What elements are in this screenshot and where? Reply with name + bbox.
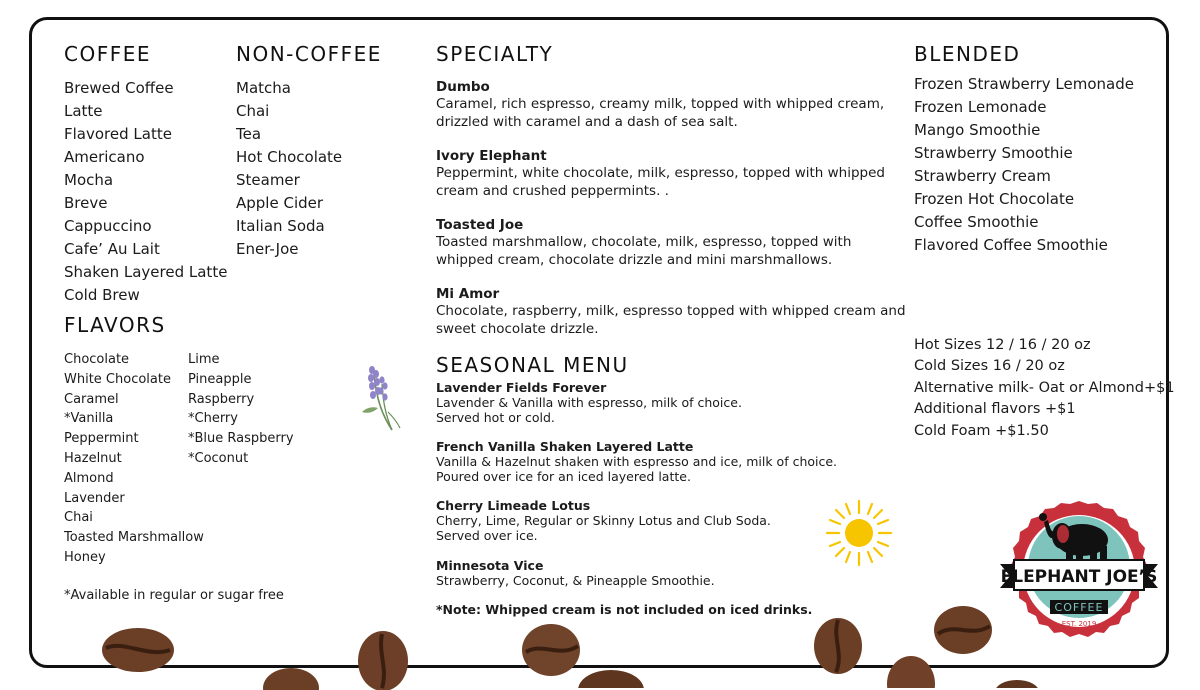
coffee-item: Cappuccino [64,217,152,235]
specialty-desc: Chocolate, raspberry, milk, espresso topped with whipped cream and sweet chocolate drizzle. [436,303,906,337]
flavor-item: Honey [64,549,106,565]
specialty-item [436,148,906,200]
flavor-item: Lavender [64,490,125,506]
blended-item: Frozen Strawberry Lemonade [914,75,1134,93]
specialty-name: Dumbo [436,79,490,95]
info-item: Hot Sizes 12 / 16 / 20 oz [914,337,1091,353]
seasonal-desc: Strawberry, Coconut, & Pineapple Smoothie. [436,573,715,588]
seasonal-desc: Poured over ice for an iced layered latte. [436,469,691,484]
flavors-list-1 [64,350,204,568]
flavor-item: Lime [188,352,220,367]
coffee-item: Americano [64,148,145,166]
coffee-bean-icon [812,616,864,676]
noncoffee-item: Italian Soda [236,217,325,235]
seasonal-desc: Cherry, Lime, Regular or Skinny Lotus and Club Soda. [436,513,771,528]
noncoffee-item: Hot Chocolate [236,148,343,166]
specialty-name: Mi Amor [436,286,500,302]
coffee-list [64,77,227,307]
noncoffee-item: Chai [236,102,270,120]
seasonal-item [436,380,906,425]
specialty-item [436,286,906,338]
flavor-item: Caramel [64,391,119,407]
coffee-bean-icon [262,664,320,690]
noncoffee-item: Ener-Joe [236,240,299,258]
coffee-item: Shaken Layered Latte [64,263,228,281]
seasonal-name: French Vanilla Shaken Layered Latte [436,439,694,454]
flavors-footnote: *Available in regular or sugar free [64,588,284,603]
blended-list [914,73,1134,257]
coffee-bean-icon [884,654,938,688]
flavor-item: *Coconut [188,450,249,466]
sun-icon [824,498,894,568]
noncoffee-heading: NON-COFFEE [236,42,382,66]
logo-name: ELEPHANT JOE’S [1000,567,1158,587]
specialty-desc: Toasted marshmallow, chocolate, milk, espresso, topped with whipped cream, chocolate drizzle and mini marshmallows. [436,234,852,268]
coffee-item: Flavored Latte [64,125,172,143]
coffee-bean-icon [100,624,176,676]
flavor-item: Toasted Marshmallow [64,530,204,546]
flavor-item: Hazelnut [64,450,122,466]
coffee-bean-icon [520,622,582,678]
seasonal-name: Lavender Fields Forever [436,380,607,395]
blended-item: Flavored Coffee Smoothie [914,236,1108,254]
coffee-bean-icon [994,678,1040,688]
flavor-item: *Vanilla [64,411,114,427]
info-item: Alternative milk- Oat or Almond+$1 [914,379,1175,396]
noncoffee-list [236,77,342,261]
flavor-item: White Chocolate [64,371,171,387]
coffee-item: Cafe’ Au Lait [64,240,160,258]
elephant-joes-logo [996,500,1162,646]
noncoffee-item: Apple Cider [236,194,324,212]
info-list [914,335,1175,442]
logo-est: EST. 2019 [1061,620,1097,628]
specialty-desc: Peppermint, white chocolate, milk, espresso, topped with whipped cream and crushed peppermints. . [436,165,886,199]
flavors-list-2 [188,350,294,469]
flavor-item: *Blue Raspberry [188,431,294,447]
seasonal-desc: Served hot or cold. [436,410,555,425]
specialty-name: Ivory Elephant [436,148,547,164]
flavor-item: Peppermint [64,431,139,447]
coffee-heading: COFFEE [64,42,151,66]
noncoffee-item: Steamer [236,171,300,189]
flavor-item: Almond [64,470,114,486]
blended-heading: BLENDED [914,42,1021,66]
info-item: Cold Sizes 16 / 20 oz [914,358,1065,375]
flavor-item: Pineapple [188,371,252,387]
noncoffee-item: Matcha [236,79,291,97]
seasonal-name: Cherry Limeade Lotus [436,498,591,513]
specialty-desc: Caramel, rich espresso, creamy milk, topped with whipped cream, drizzled with caramel and a dash of sea salt. [436,96,885,130]
blended-item: Strawberry Smoothie [914,144,1073,162]
blended-item: Frozen Hot Chocolate [914,190,1075,208]
flavor-item: Chai [64,510,93,526]
seasonal-heading: SEASONAL MENU [436,353,629,377]
flavors-heading: FLAVORS [64,313,166,337]
specialty-item [436,217,906,269]
seasonal-item [436,439,906,484]
coffee-item: Mocha [64,171,114,189]
seasonal-desc: Served over ice. [436,528,538,543]
logo-coffee: COFFEE [1054,601,1104,614]
coffee-bean-icon [356,628,410,690]
coffee-item: Latte [64,102,103,120]
noncoffee-item: Tea [236,125,262,143]
blended-item: Mango Smoothie [914,121,1041,139]
specialty-item [436,79,906,131]
info-item: Additional flavors +$1 [914,401,1076,418]
blended-item: Strawberry Cream [914,167,1051,185]
seasonal-name: Minnesota Vice [436,558,544,573]
flavor-item: *Cherry [188,411,238,427]
specialty-name: Toasted Joe [436,217,524,233]
coffee-item: Cold Brew [64,286,140,304]
info-item: Cold Foam +$1.50 [914,422,1049,439]
flavor-item: Raspberry [188,391,255,407]
coffee-bean-icon [576,666,646,688]
lavender-sprig-icon [352,364,404,434]
seasonal-desc: Lavender & Vanilla with espresso, milk of choice. [436,395,742,410]
coffee-bean-icon [932,604,994,656]
seasonal-desc: Vanilla & Hazelnut shaken with espresso and ice, milk of choice. [436,454,838,469]
flavor-item: Chocolate [64,352,130,367]
blended-item: Coffee Smoothie [914,213,1039,231]
specialty-heading: SPECIALTY [436,42,554,66]
coffee-item: Breve [64,194,108,212]
seasonal-note: *Note: Whipped cream is not included on iced drinks. [436,602,813,617]
coffee-item: Brewed Coffee [64,79,174,97]
blended-item: Frozen Lemonade [914,98,1047,116]
